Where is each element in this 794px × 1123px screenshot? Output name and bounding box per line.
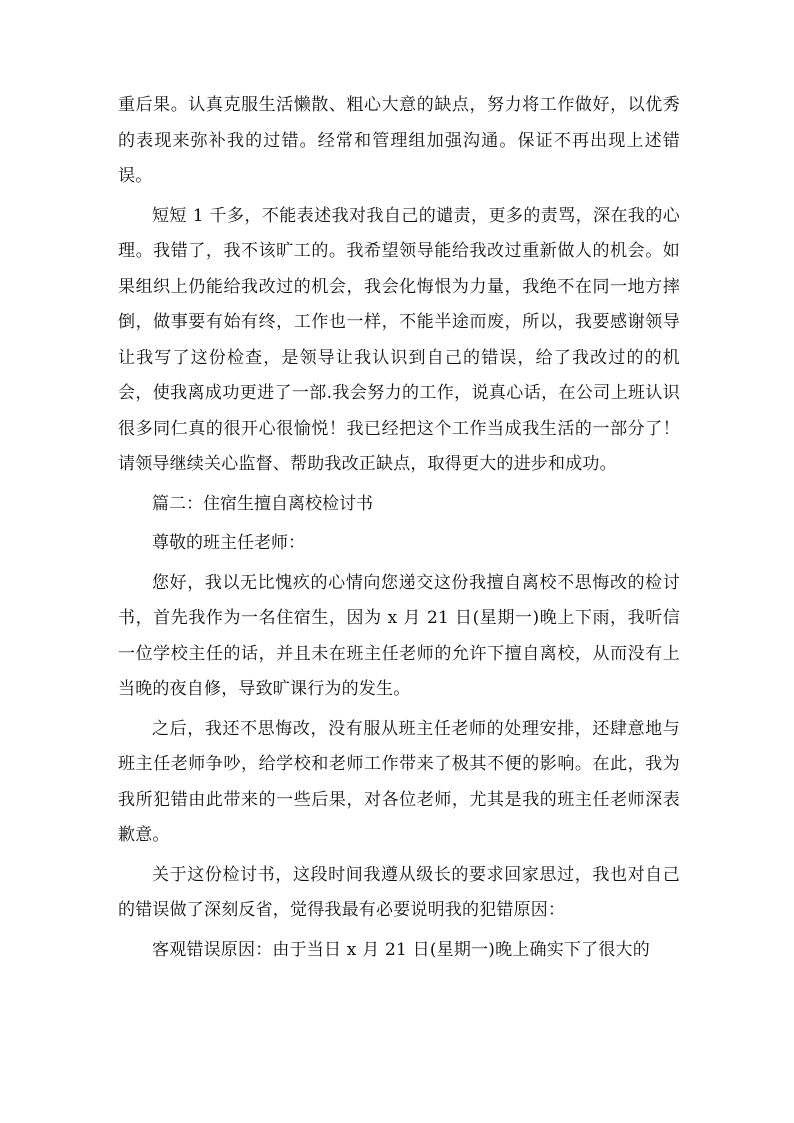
document-body [118,88,680,972]
paragraph-objective-reason: 客观错误原因：由于当日 x 月 21 日(星期一)晚上确实下了很大的 [152,939,650,960]
paragraph-after: 之后，我还不思悔改，没有服从班主任老师的处理安排，还肆意地与班主任老师争吵，给学校和老师工作带来了极其不便的影响。在此，我为我所犯错由此带来的一些后果，对各位老师，尤其是我的班主任老师深表歉意。 [118,718,680,845]
paragraph-apology-summary: 短短 1 千多，不能表述我对我自己的谴责，更多的责骂，深在我的心理。我错了，我不该旷工的。我希望领导能给我改过重新做人的机会。如果组织上仍能给我改过的机会，我会化悔恨为力量，我绝不在同一地方摔倒，做事要有始有终，工作也一样，不能半途而废，所以，我要感谢领导让我写了这份检查，是领导让我认识到自己的错误，给了我改过的的机会，使我离成功更进了一部.我会努力的工作，说真心话，在公司上班认识很多同仁真的很开心很愉悦！我已经把这个工作当成我生活的一部分了！请领导继续关心监督、帮助我改正缺点，取得更大的进步和成功。 [118,205,680,474]
salutation: 尊敬的班主任老师： [152,533,305,553]
paragraph-intro: 您好，我以无比愧疚的心情向您递交这份我擅自离校不思悔改的检讨书，首先我作为一名住宿生，因为 x 月 21 日(星期一)晚上下雨，我听信一位学校主任的话，并且未在班主任老师的允许下擅自离校，从而没有上当晚的夜自修，导致旷课行为的发生。 [118,572,680,699]
paragraph-continuation: 重后果。认真克服生活懒散、粗心大意的缺点，努力将工作做好，以优秀的表现来弥补我的过错。经常和管理组加强沟通。保证不再出现上述错误。 [118,95,680,186]
paragraph-reflection: 关于这份检讨书，这段时间我遵从级长的要求回家思过，我也对自己的错误做了深刻反省，觉得我最有必要说明我的犯错原因： [118,864,680,920]
section-heading: 篇二：住宿生擅自离校检讨书 [152,493,373,514]
